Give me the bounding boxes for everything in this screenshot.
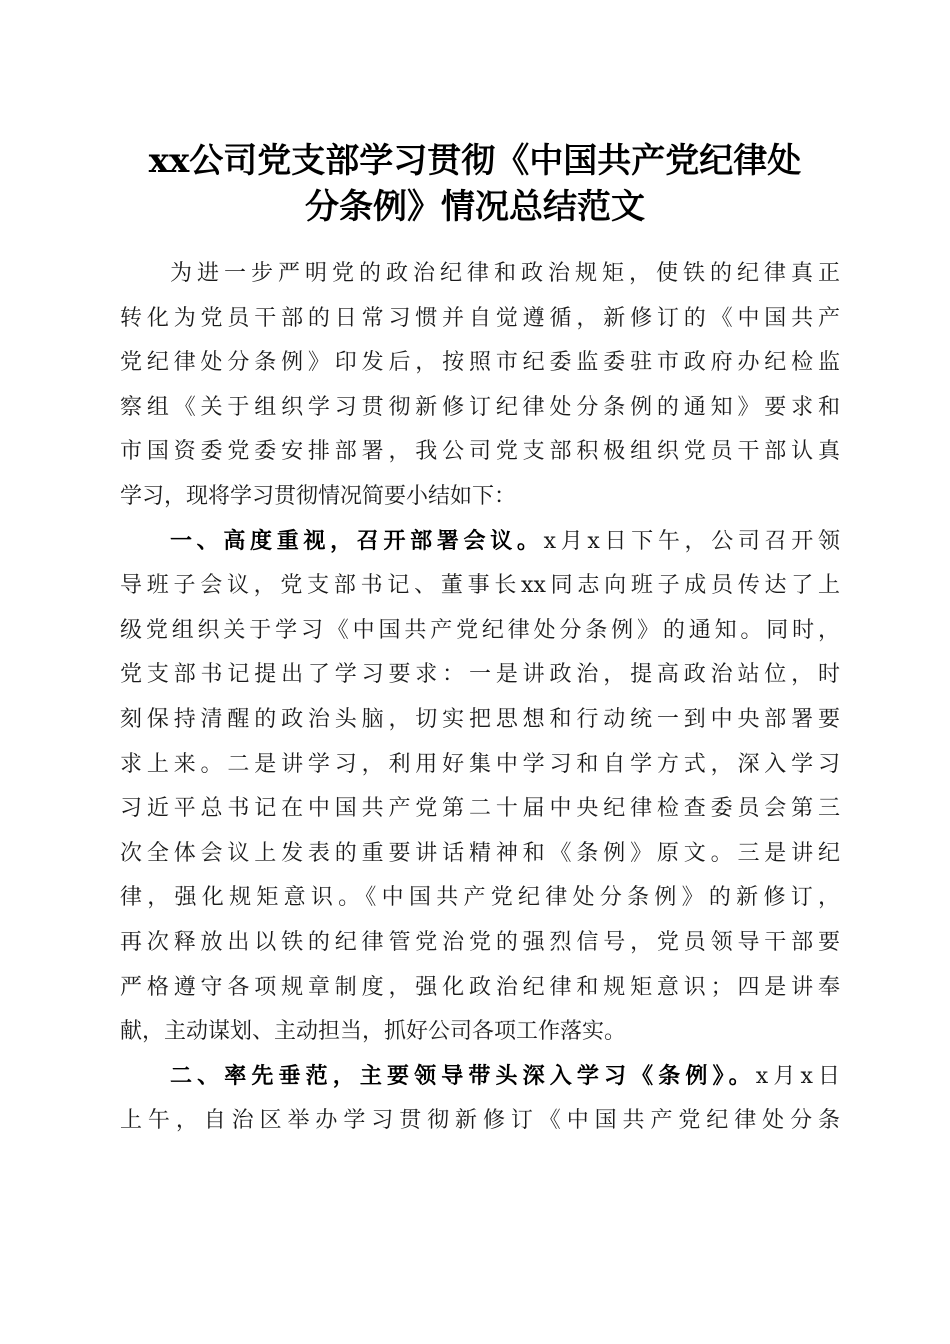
text-line [120,520,840,565]
section-2-paragraph [120,1055,840,1144]
text-line: 次全体会议上发表的重要讲话精神和《条例》原文。三是讲纪 [120,840,840,866]
text-line: 导班子会议，党支部书记、董事长xx同志向班子成员传达了上 [120,573,840,599]
text-line: 律，强化规矩意识。《中国共产党纪律处分条例》的新修订， [120,885,840,911]
title-line-1: xx公司党支部学习贯彻《中国共产党纪律处 [148,141,802,181]
text-line: 市国资委党委安排部署，我公司党支部积极组织党员干部认真 [120,439,840,465]
text-line: 察组《关于组织学习贯彻新修订纪律处分条例的通知》要求和 [120,394,840,420]
text-line: 再次释放出以铁的纪律管党治党的强烈信号，党员领导干部要 [120,929,840,955]
text-line: 刻保持清醒的政治头脑，切实把思想和行动统一到中央部署要 [120,706,840,732]
section-1-paragraph [120,520,840,1055]
title-line-2: 分条例》情况总结范文 [305,187,645,227]
text-line: 求上来。二是讲学习，利用好集中学习和自学方式，深入学习 [120,751,840,777]
text-line: 学习，现将学习贯彻情况简要小结如下： [120,483,517,509]
document-body [120,252,840,1144]
section-2-heading: 二、率先垂范，主要领导带头深入学习《条例》。 [170,1063,756,1089]
text-line: 为进一步严明党的政治纪律和政治规矩，使铁的纪律真正 [170,261,840,286]
text-line: 上午，自治区举办学习贯彻新修订《中国共产党纪律处分条 [120,1108,840,1134]
text-line: 献，主动谋划、主动担当，抓好公司各项工作落实。 [120,1019,627,1045]
text-line [120,1055,840,1100]
text-line: 严格遵守各项规章制度，强化政治纪律和规矩意识；四是讲奉 [120,974,840,1000]
section-1-first-line-text: x月x日下午，公司召开领 [543,528,840,554]
text-line: 转化为党员干部的日常习惯并自觉遵循，新修订的《中国共产 [120,305,840,331]
section-1-heading: 一、高度重视，召开部署会议。 [170,528,544,554]
section-2-first-line-text: x月x日 [755,1063,840,1089]
text-line: 级党组织关于学习《中国共产党纪律处分条例》的通知。同时， [120,617,840,643]
intro-paragraph [120,252,840,520]
text-line: 党纪律处分条例》印发后，按照市纪委监委驻市政府办纪检监 [120,350,840,376]
text-line: 党支部书记提出了学习要求：一是讲政治，提高政治站位，时 [120,662,840,688]
document-title [100,138,850,230]
text-line: 习近平总书记在中国共产党第二十届中央纪律检查委员会第三 [120,796,840,822]
